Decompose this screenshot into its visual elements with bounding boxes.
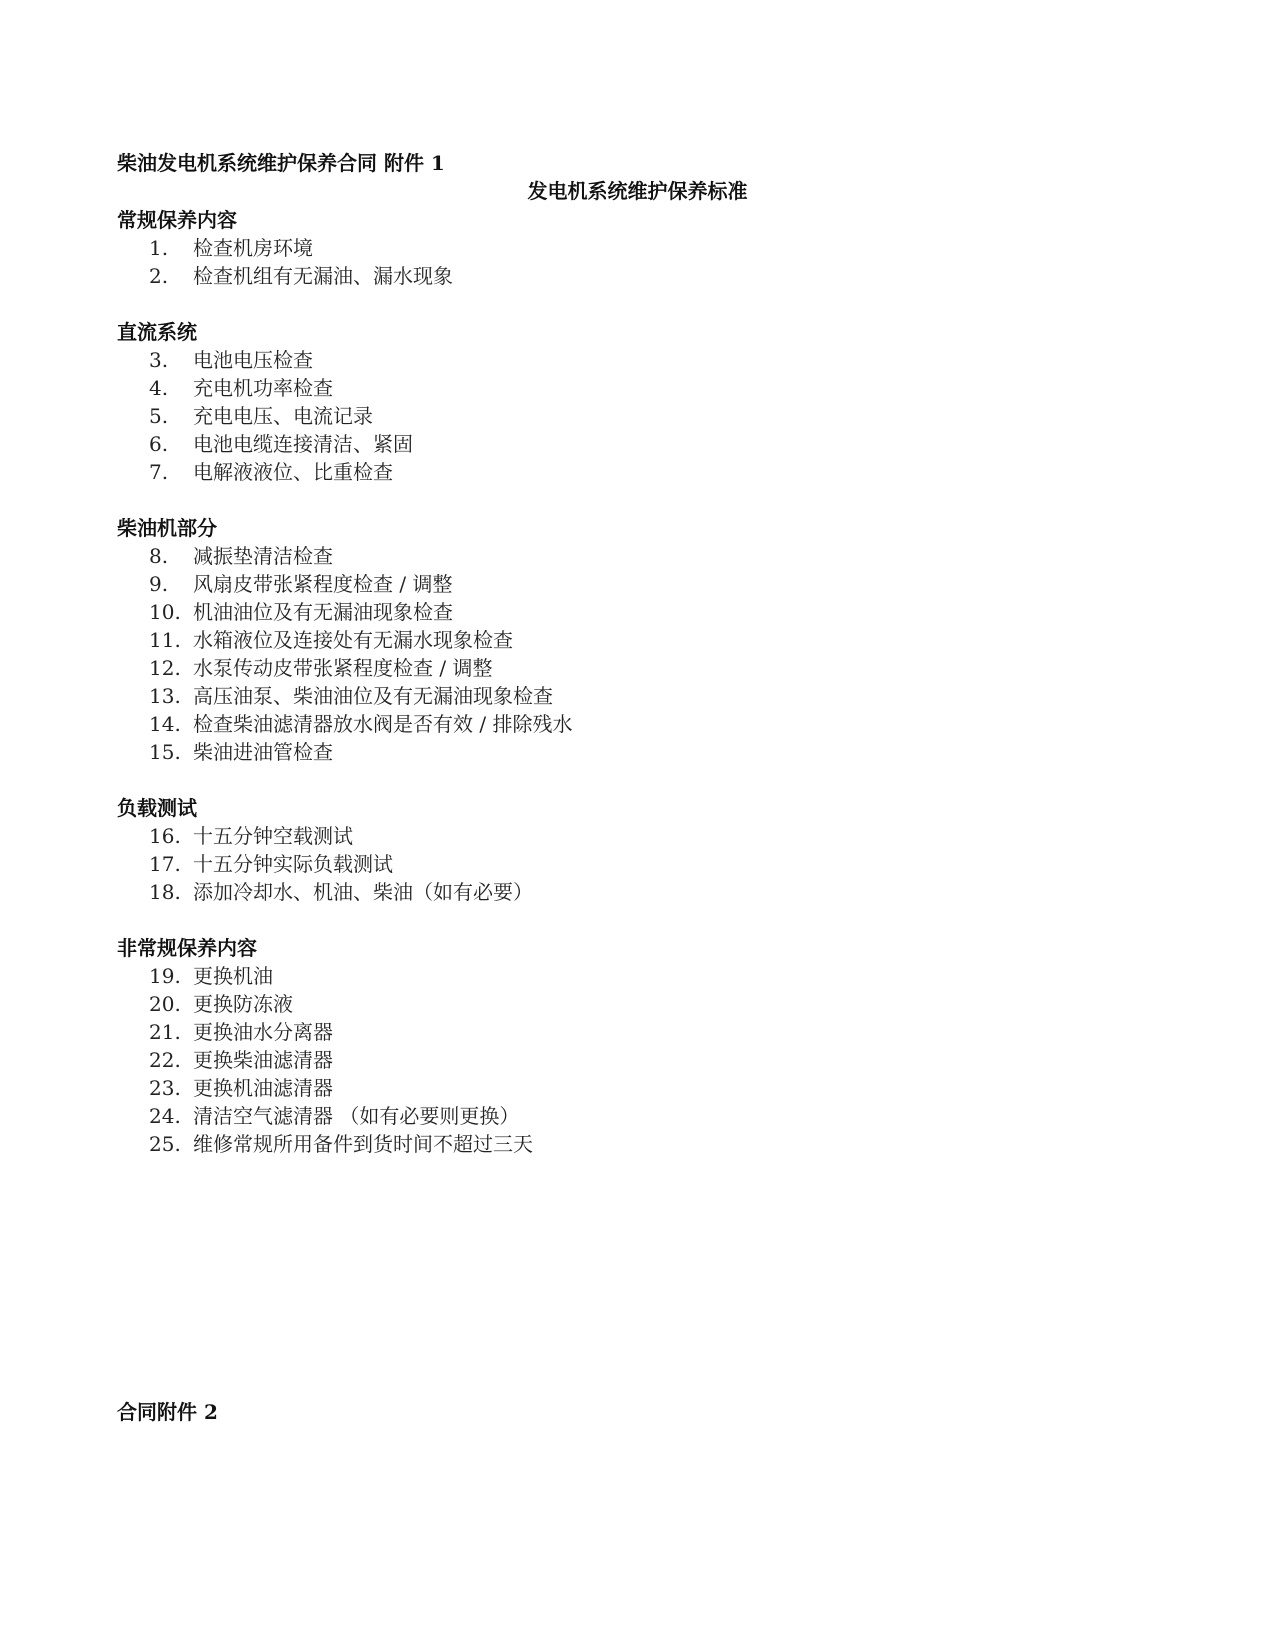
- list-item: [117, 346, 1117, 374]
- list-item-number: 8.: [149, 544, 169, 568]
- list-item: [117, 1018, 1117, 1046]
- list-item: [117, 822, 1117, 850]
- list-item-text: 清洁空气滤清器 （如有必要则更换）: [193, 1104, 520, 1128]
- list-item: [117, 430, 1117, 458]
- list-item: [117, 878, 1117, 906]
- section: [117, 794, 1117, 906]
- list-item: [117, 598, 1117, 626]
- list-item-text: 电解液液位、比重检查: [193, 460, 393, 484]
- list-item-text: 充电电压、电流记录: [193, 404, 373, 428]
- list-item-number: 6.: [149, 432, 169, 456]
- list-item: [117, 682, 1117, 710]
- list-item: [117, 710, 1117, 738]
- section-heading: 柴油机部分: [117, 516, 217, 540]
- list-item-number: 23.: [149, 1076, 181, 1100]
- list-item-text: 更换油水分离器: [193, 1020, 333, 1044]
- section-heading: 负载测试: [117, 796, 197, 820]
- list-item-number: 19.: [149, 964, 181, 988]
- section: [117, 934, 1117, 1158]
- list-item-text: 检查机组有无漏油、漏水现象: [193, 264, 453, 288]
- list-item: [117, 262, 1117, 290]
- list-item: [117, 1074, 1117, 1102]
- list-item-text: 减振垫清洁检查: [193, 544, 333, 568]
- list-item-text: 更换柴油滤清器: [193, 1048, 333, 1072]
- list-item-number: 12.: [149, 656, 181, 680]
- list-item-text: 检查柴油滤清器放水阀是否有效 / 排除残水: [193, 712, 573, 736]
- list-item-number: 14.: [149, 712, 181, 736]
- list-item-text: 风扇皮带张紧程度检查 / 调整: [193, 572, 453, 596]
- document-subtitle: [0, 178, 1275, 204]
- list-item-number: 7.: [149, 460, 169, 484]
- list-item: [117, 234, 1117, 262]
- section-heading: 非常规保养内容: [117, 936, 257, 960]
- list-item-number: 21.: [149, 1020, 181, 1044]
- list-item-text: 十五分钟空载测试: [193, 824, 353, 848]
- section: [117, 318, 1117, 486]
- list-item: [117, 402, 1117, 430]
- section: [117, 206, 1117, 290]
- list-item-text: 维修常规所用备件到货时间不超过三天: [193, 1132, 533, 1156]
- list-item-number: 13.: [149, 684, 181, 708]
- section-heading: 常规保养内容: [117, 208, 237, 232]
- list-item: [117, 850, 1117, 878]
- list-item: [117, 570, 1117, 598]
- list-item-number: 16.: [149, 824, 181, 848]
- list-item: [117, 990, 1117, 1018]
- section-heading: 直流系统: [117, 320, 197, 344]
- list-item-text: 水泵传动皮带张紧程度检查 / 调整: [193, 656, 493, 680]
- list-item-number: 9.: [149, 572, 169, 596]
- list-item-number: 20.: [149, 992, 181, 1016]
- document-subtitle-text: 发电机系统维护保养标准: [527, 179, 748, 203]
- list-item-text: 更换防冻液: [193, 992, 293, 1016]
- list-item-text: 添加冷却水、机油、柴油（如有必要）: [193, 880, 533, 904]
- list-item-number: 4.: [149, 376, 169, 400]
- list-item-number: 1.: [149, 236, 169, 260]
- list-item: [117, 542, 1117, 570]
- list-item: [117, 654, 1117, 682]
- list-item: [117, 1046, 1117, 1074]
- list-item-number: 3.: [149, 348, 169, 372]
- list-item: [117, 626, 1117, 654]
- list-item: [117, 1130, 1117, 1158]
- list-item-number: 15.: [149, 740, 181, 764]
- list-item: [117, 738, 1117, 766]
- list-item-text: 机油油位及有无漏油现象检查: [193, 600, 453, 624]
- list-item: [117, 458, 1117, 486]
- list-item-text: 高压油泵、柴油油位及有无漏油现象检查: [193, 684, 553, 708]
- list-item-text: 检查机房环境: [193, 236, 313, 260]
- list-item: [117, 374, 1117, 402]
- list-item-text: 充电机功率检查: [193, 376, 333, 400]
- list-item-number: 18.: [149, 880, 181, 904]
- list-item-text: 更换机油滤清器: [193, 1076, 333, 1100]
- list-item-text: 十五分钟实际负载测试: [193, 852, 393, 876]
- section: [117, 514, 1117, 766]
- list-item: [117, 1102, 1117, 1130]
- list-item-number: 10.: [149, 600, 181, 624]
- list-item-text: 更换机油: [193, 964, 273, 988]
- list-item-number: 24.: [149, 1104, 181, 1128]
- list-item-text: 水箱液位及连接处有无漏水现象检查: [193, 628, 513, 652]
- appendix-2-heading: 合同附件 2: [117, 1400, 218, 1424]
- list-item-number: 22.: [149, 1048, 181, 1072]
- list-item-text: 电池电缆连接清洁、紧固: [193, 432, 413, 456]
- document-title: 柴油发电机系统维护保养合同 附件 1: [117, 151, 445, 175]
- list-item-text: 电池电压检查: [193, 348, 313, 372]
- list-item-number: 11.: [149, 628, 181, 652]
- maintenance-content: [117, 206, 1117, 1186]
- list-item-number: 5.: [149, 404, 169, 428]
- list-item-number: 2.: [149, 264, 169, 288]
- list-item-number: 17.: [149, 852, 181, 876]
- list-item-number: 25.: [149, 1132, 181, 1156]
- list-item-text: 柴油进油管检查: [193, 740, 333, 764]
- list-item: [117, 962, 1117, 990]
